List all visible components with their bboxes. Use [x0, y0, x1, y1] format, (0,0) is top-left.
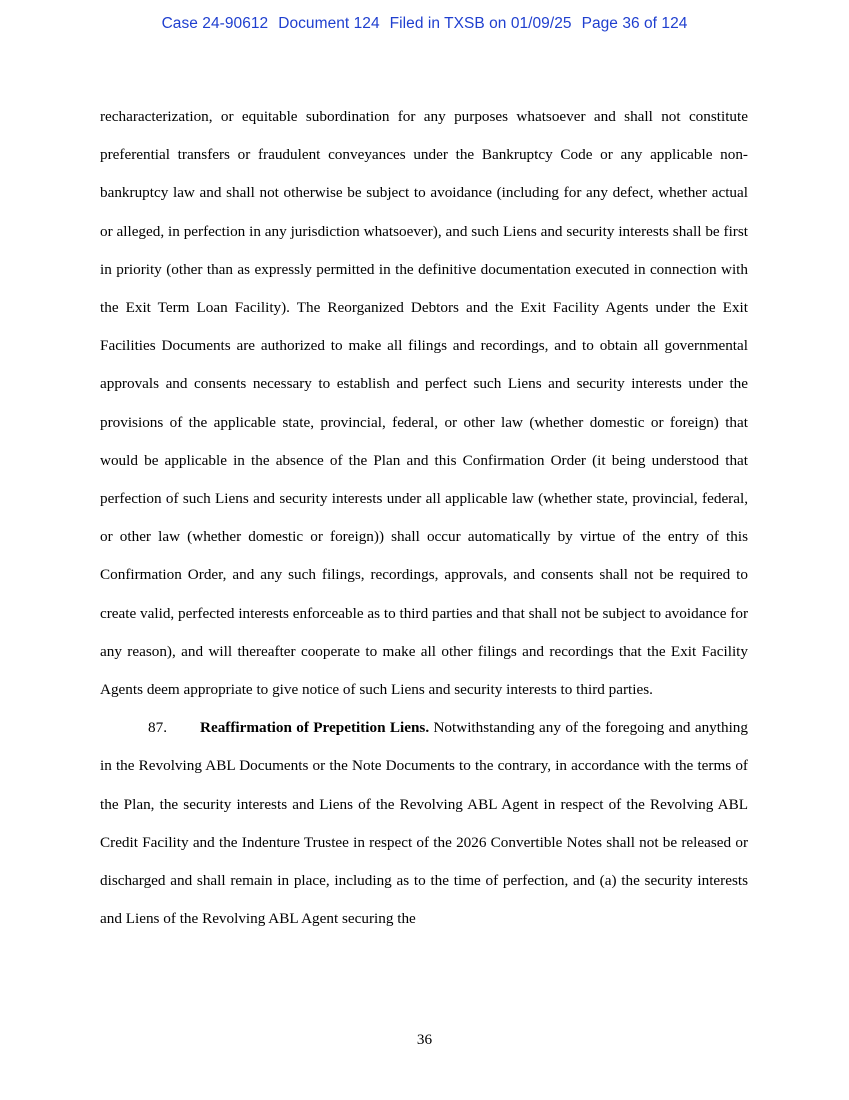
- paragraph-87: [100, 709, 748, 938]
- paragraph-text: Notwithstanding any of the foregoing and anything in the Revolving ABL Documents or the Note Documents to the contrary, in accordance with the terms of the Plan, the security interests and Liens of the Revolving ABL Agent in respect of the Revolving ABL Credit Facility and the Indenture Trustee in respect of the 2026 Convertible Notes shall not be released or discharged and shall remain in place, including as to the time of perfection, and (a) the security interests and Liens of the Revolving ABL Agent securing the: [100, 719, 748, 928]
- court-filing-header: [0, 15, 849, 33]
- continuation-paragraph: recharacterization, or equitable subordination for any purposes whatsoever and shall not constitute preferential transfers or fraudulent conveyances under the Bankruptcy Code or any applicable non-bankruptcy law and shall not otherwise be subject to avoidance (including for any defect, whether actual or alleged, in perfection in any jurisdiction whatsoever), and such Liens and security interests shall be first in priority (other than as expressly permitted in the definitive documentation executed in connection with the Exit Term Loan Facility). The Reorganized Debtors and the Exit Facility Agents under the Exit Facilities Documents are authorized to make all filings and recordings, and to obtain all governmental approvals and consents necessary to establish and perfect such Liens and security interests under the provisions of the applicable state, provincial, federal, or other law (whether domestic or foreign) that would be applicable in the absence of the Plan and this Confirmation Order (it being understood that perfection of such Liens and security interests under all applicable law (whether state, provincial, federal, or other law (whether domestic or foreign)) shall occur automatically by virtue of the entry of this Confirmation Order, and any such filings, recordings, approvals, and consents shall not be required to create valid, perfected interests enforceable as to third parties and that shall not be subject to avoidance for any reason), and will thereafter cooperate to make all other filings and recordings that the Exit Facility Agents deem appropriate to give notice of such Liens and security interests to third parties.: [100, 108, 748, 699]
- header-case-number: Case 24-90612: [161, 15, 269, 32]
- header-filed-date: Filed in TXSB on 01/09/25: [389, 15, 572, 32]
- document-body: [100, 98, 748, 938]
- header-page-indicator: Page 36 of 124: [581, 15, 688, 32]
- paragraph-heading: Reaffirmation of Prepetition Liens.: [200, 719, 430, 737]
- page-number: 36: [416, 1031, 433, 1048]
- paragraph-number: 87.: [148, 719, 167, 737]
- header-document-number: Document 124: [278, 15, 380, 32]
